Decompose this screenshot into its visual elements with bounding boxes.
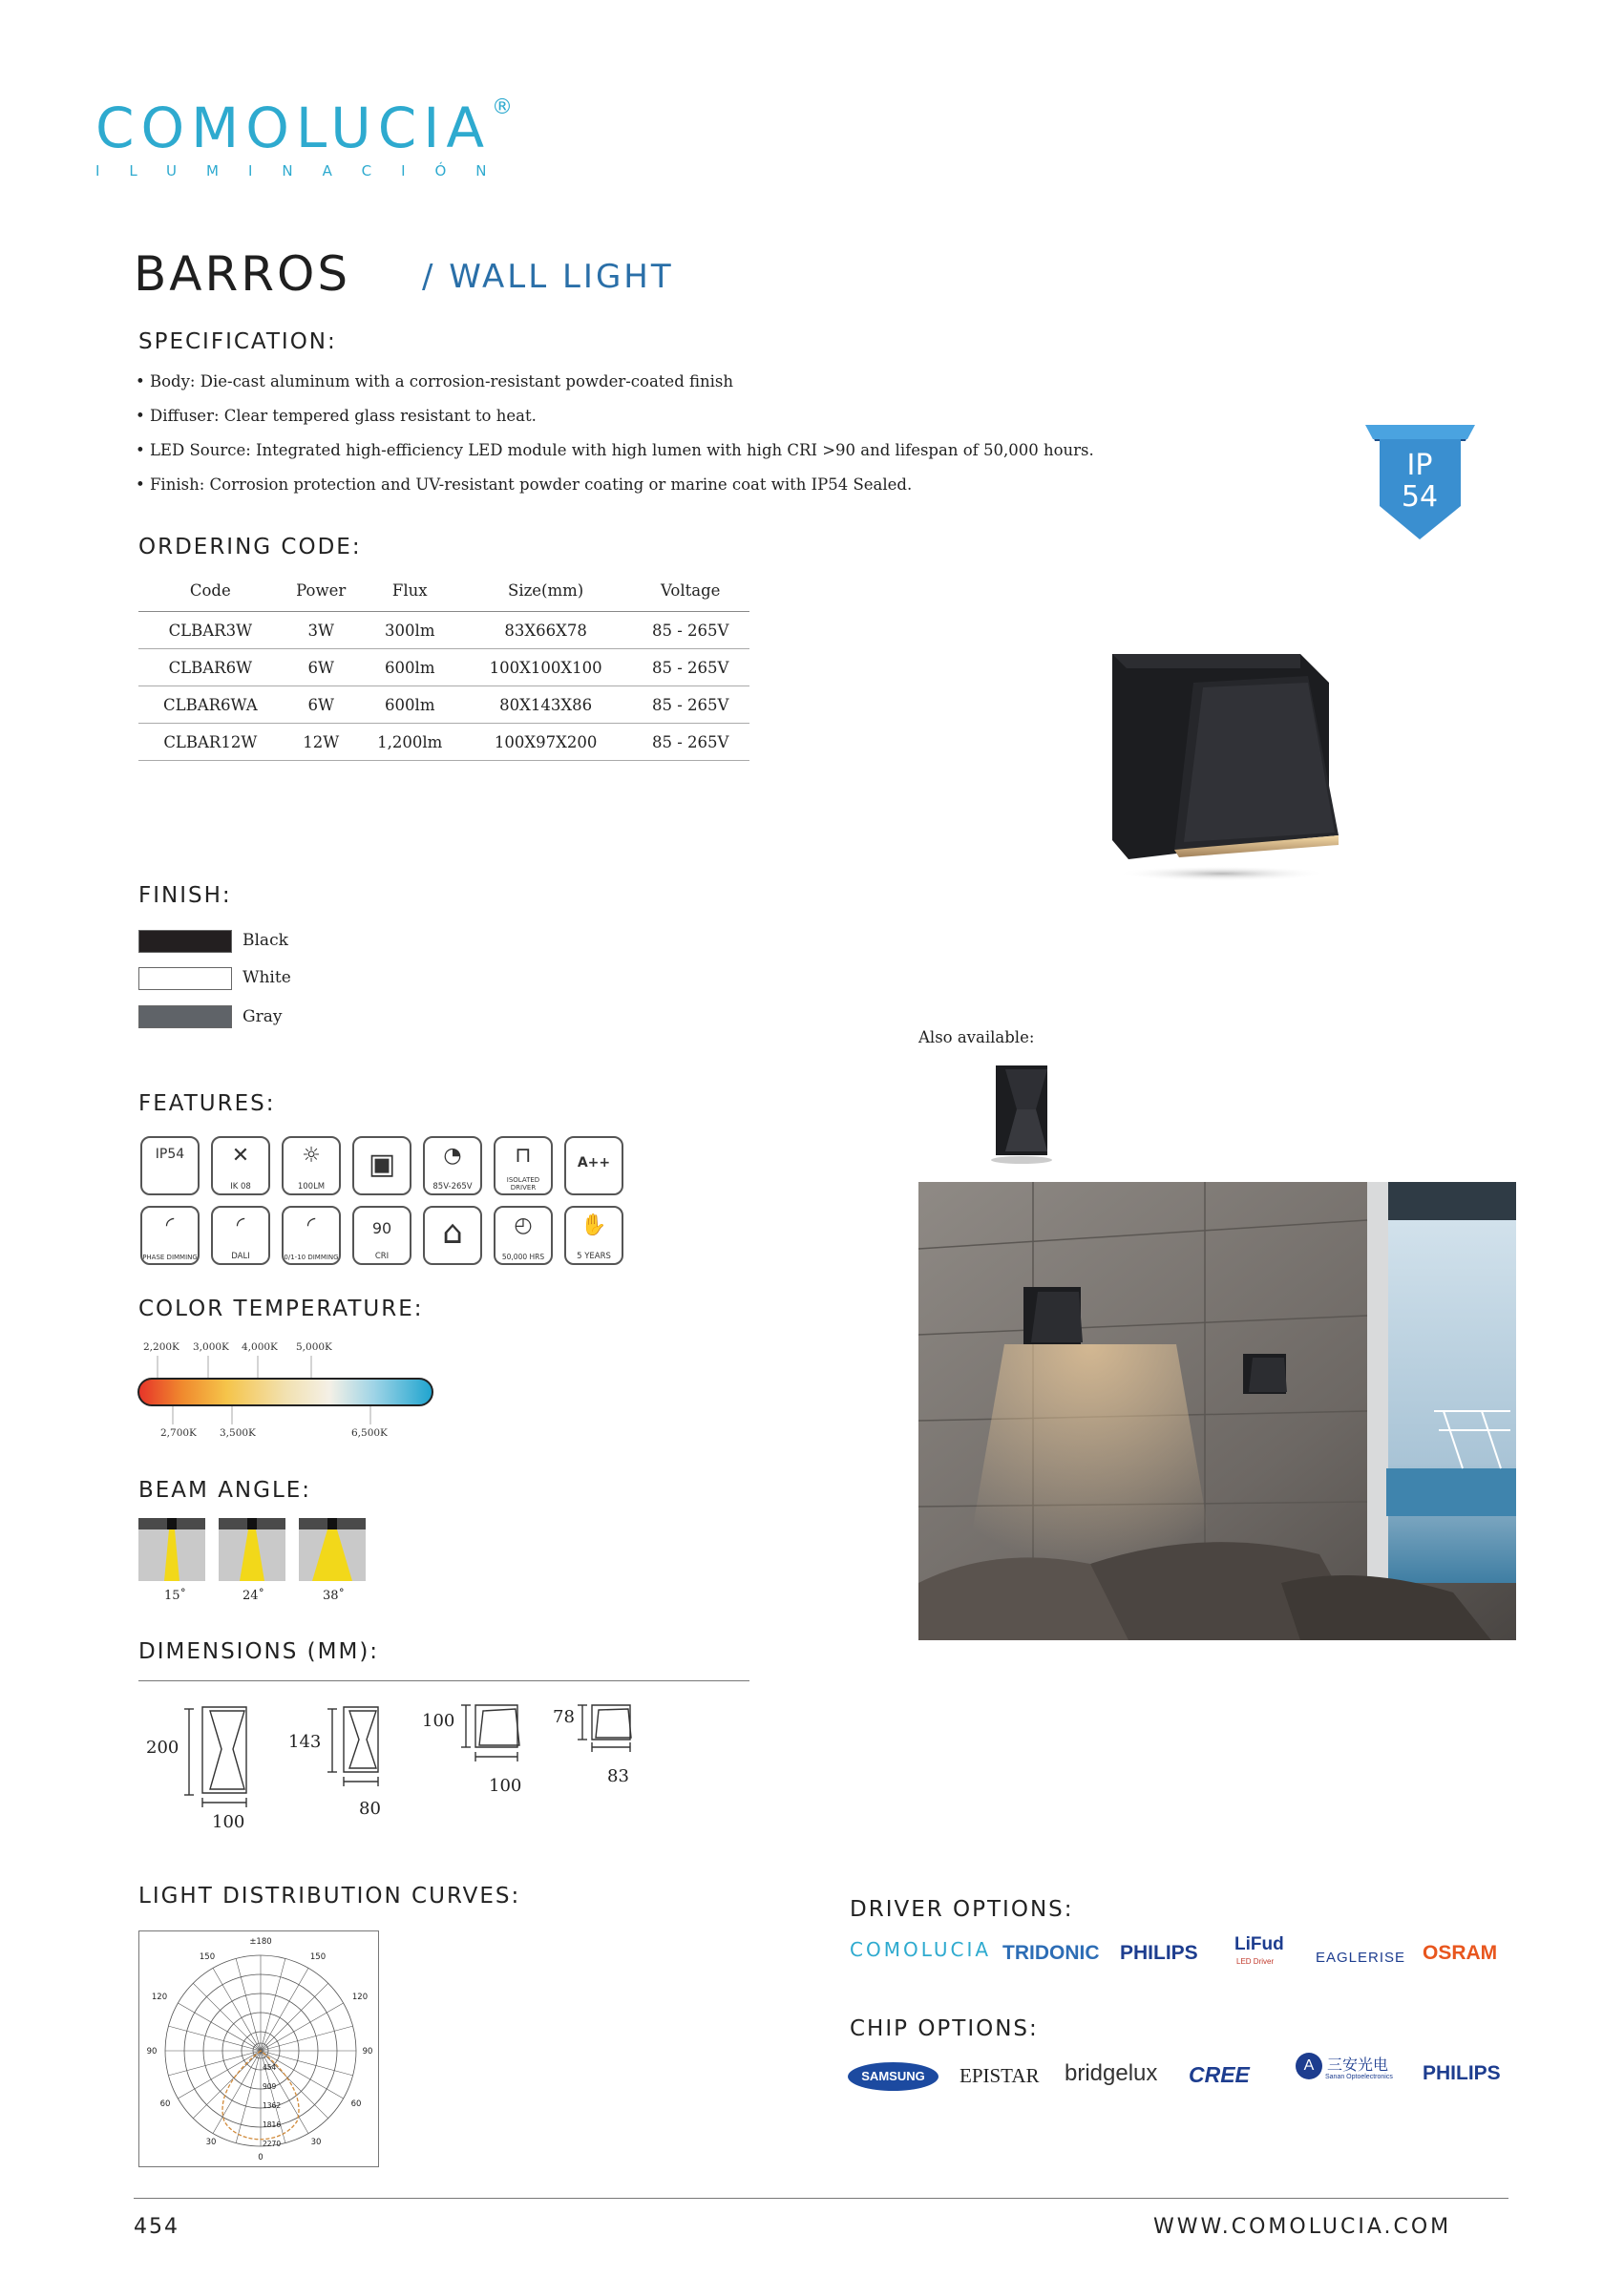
chip-options-heading: CHIP OPTIONS: <box>850 2016 1039 2041</box>
finish-swatch-white <box>138 967 232 990</box>
category-label: WALL LIGHT <box>449 258 674 296</box>
cell-code: CLBAR12W <box>138 724 283 761</box>
ct-label-top: 3,000K <box>193 1341 229 1353</box>
product-image <box>1079 630 1365 888</box>
ip54-icon <box>140 1136 200 1195</box>
feature-glyph: ▣ <box>368 1148 396 1181</box>
column-header: Power <box>283 569 360 612</box>
cell-power: 6W <box>283 686 360 724</box>
registered-mark: ® <box>492 95 513 119</box>
light-distribution-heading: LIGHT DISTRIBUTION CURVES: <box>138 1884 521 1909</box>
isolated-driver-icon <box>494 1136 553 1195</box>
feature-label: CRI <box>374 1252 390 1261</box>
brand-tagline: ILUMINACIÓN <box>95 162 517 179</box>
feature-glyph: A++ <box>577 1155 611 1171</box>
polar-radial-label: 1362 <box>263 2101 282 2110</box>
beam-angle-label: 24˚ <box>243 1589 265 1603</box>
dimension-height: 100 <box>422 1711 455 1731</box>
lifestyle-photo <box>918 1182 1516 1640</box>
cell-size: 83X66X78 <box>460 612 632 649</box>
feature-label: 5 YEARS <box>577 1252 611 1261</box>
cell-power: 3W <box>283 612 360 649</box>
chip-brand-epistar: EPISTAR <box>960 2064 1040 2087</box>
column-header: Size(mm) <box>460 569 632 612</box>
dimensions-divider <box>138 1680 749 1681</box>
polar-angle-label: 90 <box>362 2047 373 2057</box>
table-row <box>138 724 749 761</box>
ct-label-bottom: 3,500K <box>220 1427 256 1439</box>
polar-angle-label: 150 <box>199 1952 216 1962</box>
polar-radial-label: 909 <box>263 2082 277 2091</box>
beam-angle-heading: BEAM ANGLE: <box>138 1478 312 1503</box>
polar-angle-label: 90 <box>146 2047 158 2057</box>
house-icon <box>423 1206 482 1265</box>
feature-glyph: IP54 <box>155 1147 185 1162</box>
cell-code: CLBAR3W <box>138 612 283 649</box>
cell-flux: 1,200lm <box>360 724 460 761</box>
dimension-width: 83 <box>607 1766 629 1786</box>
cell-voltage: 85 - 265V <box>631 649 749 686</box>
driver-brand-eaglerise: EAGLERISE <box>1316 1950 1406 1966</box>
polar-angle-label: 30 <box>205 2138 217 2147</box>
dimming-0-10-icon <box>282 1206 341 1265</box>
dimension-height: 78 <box>553 1707 575 1727</box>
polar-angle-label: 120 <box>351 1993 369 2002</box>
website-link[interactable]: WWW.COMOLUCIA.COM <box>1153 2215 1452 2239</box>
feature-glyph: ◜ <box>165 1213 175 1237</box>
ct-label-top: 4,000K <box>242 1341 278 1353</box>
driver-brand-lifud: LiFud <box>1234 1934 1284 1954</box>
ordering-heading: ORDERING CODE: <box>138 535 362 559</box>
polar-angle-label: ±180 <box>249 1937 272 1947</box>
driver-options-heading: DRIVER OPTIONS: <box>850 1897 1074 1922</box>
chip-brand-sanan: 三安光电 <box>1327 2056 1389 2074</box>
finish-swatch-black <box>138 930 232 953</box>
feature-glyph: ☼ <box>302 1144 321 1168</box>
finish-heading: FINISH: <box>138 883 232 908</box>
beam-angle-diagrams <box>138 1518 368 1585</box>
driver-brand-osram: OSRAM <box>1423 1942 1498 1964</box>
feature-label: 100LM <box>297 1182 326 1192</box>
cri-90-icon <box>352 1206 411 1265</box>
page-number: 454 <box>134 2215 179 2239</box>
cell-size: 100X97X200 <box>460 724 632 761</box>
cell-size: 100X100X100 <box>460 649 632 686</box>
sanan-logo-icon: A <box>1296 2053 1322 2079</box>
finish-label: Black <box>243 931 288 950</box>
dimension-width: 100 <box>489 1776 522 1796</box>
energy-class-icon <box>564 1136 623 1195</box>
polar-angle-label: 150 <box>309 1952 327 1962</box>
cell-flux: 600lm <box>360 649 460 686</box>
feature-glyph: 90 <box>371 1219 392 1237</box>
feature-glyph: ◴ <box>514 1213 533 1237</box>
cell-code: CLBAR6W <box>138 649 283 686</box>
ip54-badge <box>1360 420 1480 544</box>
cell-size: 80X143X86 <box>460 686 632 724</box>
feature-glyph: ✕ <box>231 1144 250 1168</box>
polar-radial-label: 2270 <box>263 2140 282 2148</box>
polar-angle-label: 60 <box>350 2099 362 2109</box>
polar-radial-label: 454 <box>263 2063 277 2072</box>
cell-flux: 600lm <box>360 686 460 724</box>
spec-item: • Diffuser: Clear tempered glass resistant to heat. <box>136 407 537 425</box>
specification-heading: SPECIFICATION: <box>138 329 337 354</box>
chip-brand-bridgelux: bridgelux <box>1065 2060 1158 2086</box>
cell-power: 12W <box>283 724 360 761</box>
lifespan-clock-icon <box>494 1206 553 1265</box>
dimension-width: 100 <box>212 1812 245 1832</box>
feature-glyph: ⊓ <box>515 1144 532 1168</box>
beam-angle-label: 15˚ <box>164 1589 187 1603</box>
feature-label: DALI <box>231 1252 250 1261</box>
alt-product-image <box>979 1060 1065 1165</box>
color-temperature-heading: COLOR TEMPERATURE: <box>138 1297 424 1321</box>
table-row <box>138 649 749 686</box>
polar-angle-label: 0 <box>258 2153 264 2162</box>
driver-brand-philips: PHILIPS <box>1120 1942 1198 1964</box>
chip-brand-samsung: SAMSUNG <box>848 2062 939 2091</box>
product-category <box>422 258 674 296</box>
color-temperature-bar <box>137 1356 437 1432</box>
cell-flux: 300lm <box>360 612 460 649</box>
chip-brand-philips: PHILIPS <box>1423 2062 1501 2084</box>
spec-item: • Body: Die-cast aluminum with a corrosion-resistant powder-coated finish <box>136 372 734 390</box>
finish-label: Gray <box>243 1007 283 1026</box>
cell-voltage: 85 - 265V <box>631 612 749 649</box>
dimension-height: 200 <box>146 1738 179 1758</box>
ip-badge-line1: IP <box>1406 449 1433 482</box>
cell-voltage: 85 - 265V <box>631 724 749 761</box>
title-separator: / <box>422 258 436 296</box>
polar-angle-label: 60 <box>159 2099 171 2109</box>
polar-curve-chart <box>138 1930 379 2167</box>
chip-brand-cree: CREE <box>1189 2062 1250 2087</box>
lifud-subtitle: LED Driver <box>1236 1957 1275 1966</box>
driver-brand-comolucia: COMOLUCIA <box>850 1938 992 1961</box>
feature-glyph: ◜ <box>236 1213 245 1237</box>
dali-icon <box>211 1206 270 1265</box>
column-header: Voltage <box>631 569 749 612</box>
footer-divider <box>134 2198 1508 2199</box>
product-title: BARROS <box>134 246 351 302</box>
voltage-plug-icon <box>423 1136 482 1195</box>
spec-item: • LED Source: Integrated high-efficiency LED module with high lumen with high CRI >90 and lifespan of 50,000 hours. <box>136 441 1094 459</box>
polar-angle-label: 120 <box>151 1993 168 2002</box>
warranty-handshake-icon <box>564 1206 623 1265</box>
feature-glyph: ✋ <box>580 1213 607 1237</box>
table-header-row <box>138 569 749 612</box>
ik08-icon <box>211 1136 270 1195</box>
ip-badge-line2: 54 <box>1401 480 1439 514</box>
feature-label: 50,000 HRS <box>501 1253 545 1261</box>
ct-label-bottom: 2,700K <box>160 1427 197 1439</box>
feature-glyph: ⌂ <box>442 1213 463 1252</box>
beam-angle-label: 38˚ <box>323 1589 346 1603</box>
brand-logo: COMOLUCIA <box>95 95 492 160</box>
cell-code: CLBAR6WA <box>138 686 283 724</box>
feature-label: 85V-265V <box>432 1182 473 1192</box>
polar-angle-label: 30 <box>310 2138 322 2147</box>
feature-label: PHASE DIMMING <box>142 1254 198 1261</box>
column-header: Code <box>138 569 283 612</box>
ct-label-top: 2,200K <box>143 1341 179 1353</box>
dimension-height: 143 <box>288 1732 322 1752</box>
also-available-label: Also available: <box>918 1028 1035 1046</box>
column-header: Flux <box>360 569 460 612</box>
features-heading: FEATURES: <box>138 1091 276 1116</box>
feature-label: 0/1-10 DIMMING <box>284 1254 339 1261</box>
cell-power: 6W <box>283 649 360 686</box>
driver-brand-tridonic: TRIDONIC <box>1002 1942 1100 1964</box>
spec-item: • Finish: Corrosion protection and UV-resistant powder coating or marine coat with IP54 Sealed. <box>136 475 913 494</box>
feature-label: IK 08 <box>230 1182 251 1192</box>
finish-label: White <box>243 968 291 987</box>
phase-dimming-icon <box>140 1206 200 1265</box>
cell-voltage: 85 - 265V <box>631 686 749 724</box>
feature-glyph: ◔ <box>443 1144 462 1168</box>
table-row <box>138 686 749 724</box>
finish-swatch-gray <box>138 1005 232 1028</box>
dimensions-heading: DIMENSIONS (MM): <box>138 1639 380 1664</box>
polar-radial-label: 1816 <box>263 2120 282 2129</box>
table-row <box>138 612 749 649</box>
lumen-bulb-icon <box>282 1136 341 1195</box>
sanan-subtitle: Sanan Optoelectronics <box>1325 2074 1393 2080</box>
ct-label-top: 5,000K <box>296 1341 332 1353</box>
ct-label-bottom: 6,500K <box>351 1427 388 1439</box>
feature-glyph: ◜ <box>306 1213 316 1237</box>
dimension-drawings <box>181 1690 659 1814</box>
ordering-table <box>138 569 749 761</box>
feature-label: ISOLATED DRIVER <box>506 1176 540 1192</box>
dimension-width: 80 <box>359 1799 381 1819</box>
cob-chip-icon <box>352 1136 411 1195</box>
